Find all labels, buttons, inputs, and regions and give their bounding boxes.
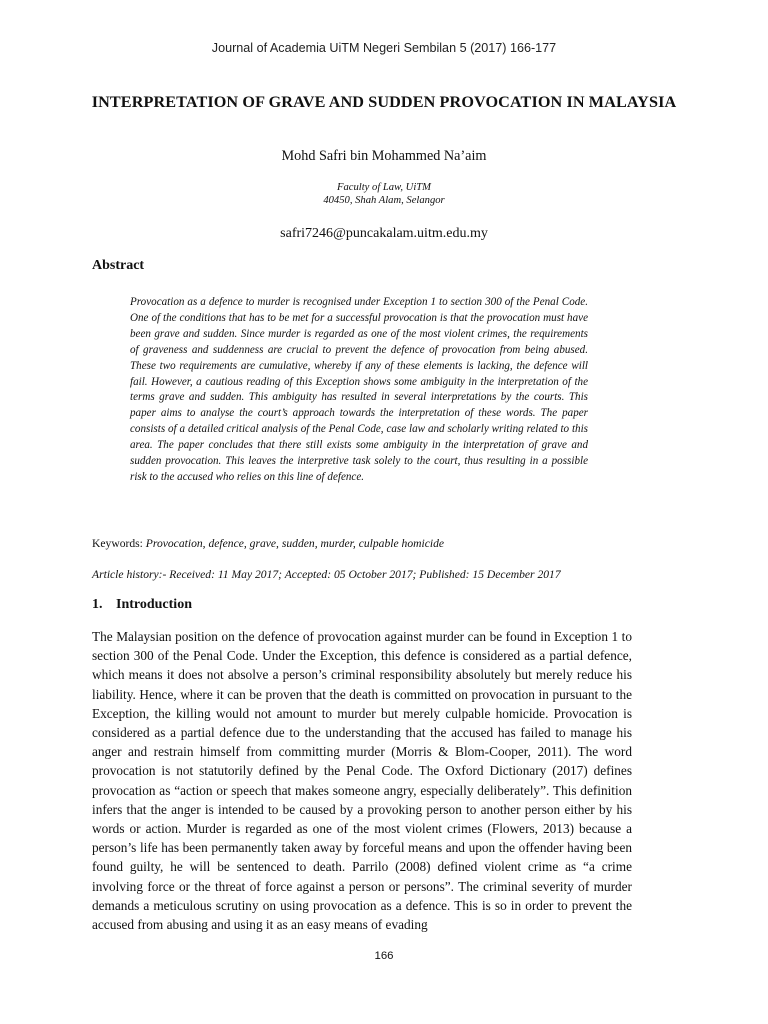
author-affiliation: [0, 181, 768, 207]
article-history: Article history:- Received: 11 May 2017; Accepted: 05 October 2017; Published: 15 December 2017: [92, 568, 561, 581]
keywords-values: Provocation, defence, grave, sudden, murder, culpable homicide: [145, 537, 445, 550]
abstract-heading: Abstract: [92, 258, 145, 273]
author-name: Mohd Safri bin Mohammed Na’aim: [281, 148, 487, 164]
keywords-label: Keywords:: [92, 537, 146, 550]
section-heading-introduction: [92, 597, 192, 613]
journal-header: Journal of Academia UiTM Negeri Sembilan 5 (2017) 166-177: [211, 41, 557, 55]
abstract-text: Provocation as a defence to murder is recognised under Exception 1 to section 300 of the Penal Code. One of the conditions that has to be met for a successful provocation is that the provocation must have been grave and sudden. Since murder is regarded as one of the most violent crimes, the requirements of graveness and suddenness are crucial to prevent the defence of provocation from being abused. These two requirements are cumulative, whereby if any of these elements is lacking, the defence will fail. However, a cautious reading of this Exception shows some ambiguity in the interpretation of the terms grave and sudden. This ambiguity has resulted in several interpretations by the courts. This paper aims to analyse the court’s approach towards the interpretation of these words. The paper consists of a detailed critical analysis of the Penal Code, case law and scholarly writing related to this area. The paper concludes that there still exists some ambiguity in the interpretation of grave and sudden provocation. This leaves the interpretive task solely to the court, thus resulting in a possible risk to the accused who relies on this line of defence.: [130, 296, 588, 483]
introduction-text: The Malaysian position on the defence of provocation against murder can be found in Exception 1 to section 300 of the Penal Code. Under the Exception, this defence is considered as a partial defence, which means it does not absolve a person’s criminal responsibility absolutely but merely reduce his liability. Hence, where it can be proven that the death is committed on provocation in pursuant to the Exception, the killing would not amount to murder but merely culpable homicide. Provocation is considered as a partial defence due to the understanding that the accused has failed to manage his anger and restrain himself from committing murder (Morris & Blom-Cooper, 2011). The word provocation is not statutorily defined by the Penal Code. The Oxford Dictionary (2017) defines provocation as “action or speech that makes someone angry, especially deliberately”. This definition infers that the anger is intended to be caused by a provoking person to another person either by his words or action. Murder is regarded as one of the most violent crimes (Flowers, 2013) because a person’s life has been permanently taken away by forceful means and upon the offender having been found guilty, he will be sentenced to death. Parrilo (2008) defined violent crime as “a crime involving force or the threat of force against a person or persons”. The criminal severity of murder demands a meticulous scrutiny on using provocation as a defence. This is so in order to prevent the accused from abusing and using it as an easy means of evading: [92, 629, 632, 933]
section-number: 1.: [92, 597, 103, 612]
page-number: 166: [374, 950, 394, 962]
affiliation-address: 40450, Shah Alam, Selangor: [323, 195, 445, 206]
keywords: [92, 537, 692, 550]
author-email: safri7246@puncakalam.uitm.edu.my: [280, 226, 488, 241]
section-title: Introduction: [116, 597, 192, 612]
paper-title: INTERPRETATION OF GRAVE AND SUDDEN PROVOCATION IN MALAYSIA: [91, 93, 677, 111]
affiliation-faculty: Faculty of Law, UiTM: [337, 182, 431, 193]
